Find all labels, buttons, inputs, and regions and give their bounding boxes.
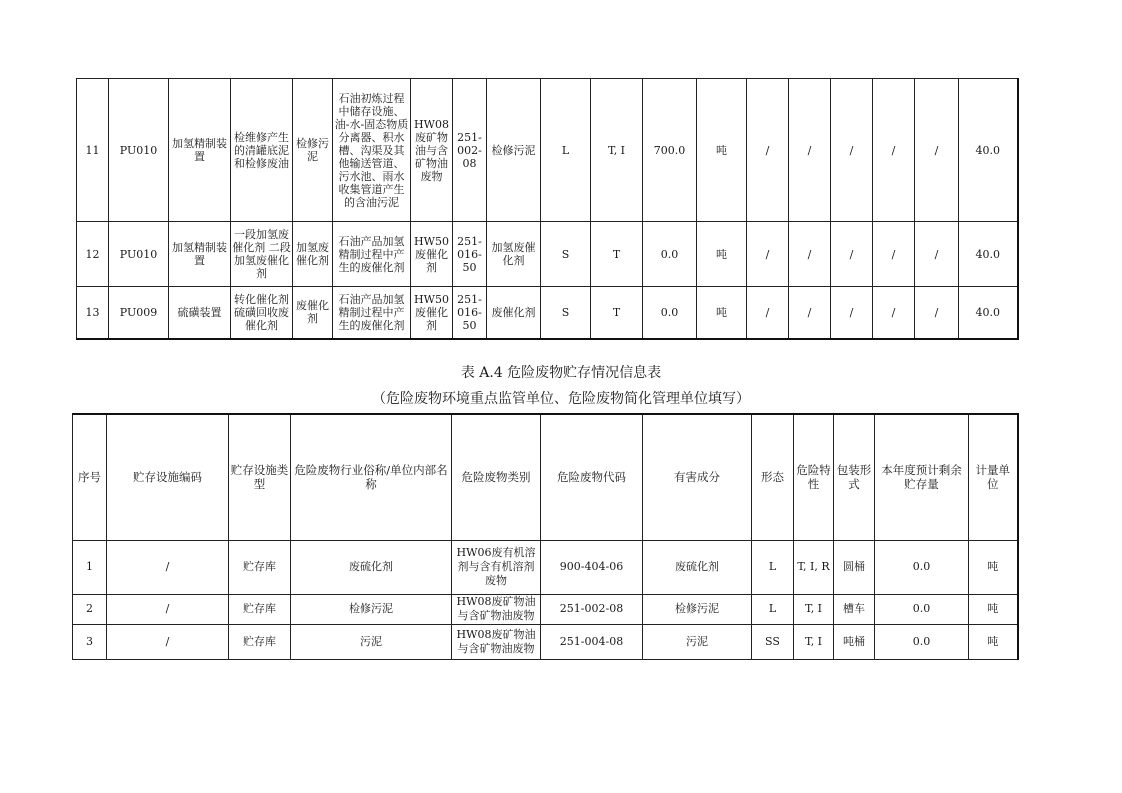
harmful-cell: 废硫化剂 [643,540,752,594]
code-cell: 251-016-50 [453,287,487,339]
header-unit: 计量单位 [969,414,1018,540]
slash-cell: / [915,287,959,339]
seq-cell: 2 [73,594,107,624]
seq-cell: 12 [77,222,109,287]
harmful-cell: 检修污泥 [487,79,541,222]
seq-cell: 3 [73,624,107,659]
slash-cell: / [789,222,831,287]
unit-cell: 吨 [697,287,747,339]
waste-name-cell: 废硫化剂 [291,540,452,594]
category-cell: HW06废有机溶剂与含有机溶剂废物 [452,540,541,594]
facility-type-cell: 贮存库 [229,540,291,594]
form-cell: S [541,287,591,339]
category-cell: HW50废催化剂 [411,222,453,287]
source-cell: 一段加氢废催化剂 二段加氢废催化剂 [231,222,293,287]
table-row [73,624,1018,659]
slash-cell: / [915,222,959,287]
code-cell: 900-404-06 [541,540,643,594]
slash-cell: / [747,287,789,339]
harmful-cell: 污泥 [643,624,752,659]
facility-type-cell: 贮存库 [229,594,291,624]
table-caption-subtitle: （危险废物环境重点监管单位、危险废物简化管理单位填写） [372,391,750,407]
header-remain: 本年度预计剩余贮存量 [875,414,969,540]
code-cell: 251-002-08 [453,79,487,222]
waste-name-cell: 检修污泥 [293,79,333,222]
slash-cell: / [789,79,831,222]
form-cell: SS [752,624,794,659]
code-cell: 251-002-08 [541,594,643,624]
slash-cell: / [747,79,789,222]
form-cell: L [752,594,794,624]
header-row [73,414,1018,540]
unit-code-cell: PU010 [109,222,169,287]
category-cell: HW08废矿物油与含矿物油废物 [452,594,541,624]
slash-cell: / [831,287,873,339]
table-caption-title: 表 A.4 危险废物贮存情况信息表 [460,365,662,381]
hazard-cell: T, I [794,624,834,659]
table-row [77,79,1018,222]
amount-cell: 700.0 [643,79,697,222]
code-cell: 251-016-50 [453,222,487,287]
remain-cell: 0.0 [875,594,969,624]
waste-generation-table [76,78,1019,340]
hazard-cell: T, I, R [794,540,834,594]
table-row [77,222,1018,287]
waste-storage-table [72,413,1019,660]
amount-cell: 0.0 [643,287,697,339]
harmful-cell: 检修污泥 [643,594,752,624]
code-cell: 251-004-08 [541,624,643,659]
unit-cell: 吨 [697,79,747,222]
slash-cell: / [915,79,959,222]
waste-name-cell: 污泥 [291,624,452,659]
remain-cell: 40.0 [959,79,1018,222]
hazard-cell: T [591,287,643,339]
header-package: 包装形式 [834,414,875,540]
header-code: 危险废物代码 [541,414,643,540]
process-cell: 石油初炼过程中储存设施、油-水-固态物质分离器、积水槽、沟渠及其他输送管道、污水池、雨水收集管道产生的含油污泥 [333,79,411,222]
seq-cell: 13 [77,287,109,339]
remain-cell: 40.0 [959,287,1018,339]
package-cell: 吨桶 [834,624,875,659]
unit-name-cell: 加氢精制装置 [169,79,231,222]
seq-cell: 11 [77,79,109,222]
seq-cell: 1 [73,540,107,594]
package-cell: 圆桶 [834,540,875,594]
slash-cell: / [831,79,873,222]
header-facility-type: 贮存设施类型 [229,414,291,540]
harmful-cell: 加氢废催化剂 [487,222,541,287]
header-harmful: 有害成分 [643,414,752,540]
package-cell: 槽车 [834,594,875,624]
waste-name-cell: 加氢废催化剂 [293,222,333,287]
table-row [73,540,1018,594]
remain-cell: 0.0 [875,624,969,659]
form-cell: L [752,540,794,594]
source-cell: 检维修产生的清罐底泥和检修废油 [231,79,293,222]
remain-cell: 0.0 [875,540,969,594]
unit-cell: 吨 [969,624,1018,659]
unit-cell: 吨 [969,594,1018,624]
unit-name-cell: 硫磺装置 [169,287,231,339]
category-cell: HW08废矿物油与含矿物油废物 [452,624,541,659]
unit-code-cell: PU009 [109,287,169,339]
facility-type-cell: 贮存库 [229,624,291,659]
header-facility-code: 贮存设施编码 [107,414,229,540]
slash-cell: / [747,222,789,287]
header-hazard: 危险特性 [794,414,834,540]
slash-cell: / [873,79,915,222]
hazard-cell: T, I [794,594,834,624]
amount-cell: 0.0 [643,222,697,287]
form-cell: L [541,79,591,222]
slash-cell: / [873,287,915,339]
unit-cell: 吨 [969,540,1018,594]
form-cell: S [541,222,591,287]
waste-name-cell: 检修污泥 [291,594,452,624]
process-cell: 石油产品加氢精制过程中产生的废催化剂 [333,222,411,287]
hazard-cell: T, I [591,79,643,222]
hazard-cell: T [591,222,643,287]
slash-cell: / [873,222,915,287]
header-waste-name: 危险废物行业俗称/单位内部名称 [291,414,452,540]
slash-cell: / [789,287,831,339]
table-row [73,594,1018,624]
process-cell: 石油产品加氢精制过程中产生的废催化剂 [333,287,411,339]
facility-code-cell: / [107,594,229,624]
facility-code-cell: / [107,540,229,594]
unit-cell: 吨 [697,222,747,287]
slash-cell: / [831,222,873,287]
harmful-cell: 废催化剂 [487,287,541,339]
waste-name-cell: 废催化剂 [293,287,333,339]
facility-code-cell: / [107,624,229,659]
category-cell: HW50废催化剂 [411,287,453,339]
unit-name-cell: 加氢精制装置 [169,222,231,287]
unit-code-cell: PU010 [109,79,169,222]
header-category: 危险废物类别 [452,414,541,540]
header-form: 形态 [752,414,794,540]
source-cell: 转化催化剂硫磺回收废催化剂 [231,287,293,339]
remain-cell: 40.0 [959,222,1018,287]
header-seq: 序号 [73,414,107,540]
table-row [77,287,1018,339]
category-cell: HW08废矿物油与含矿物油废物 [411,79,453,222]
